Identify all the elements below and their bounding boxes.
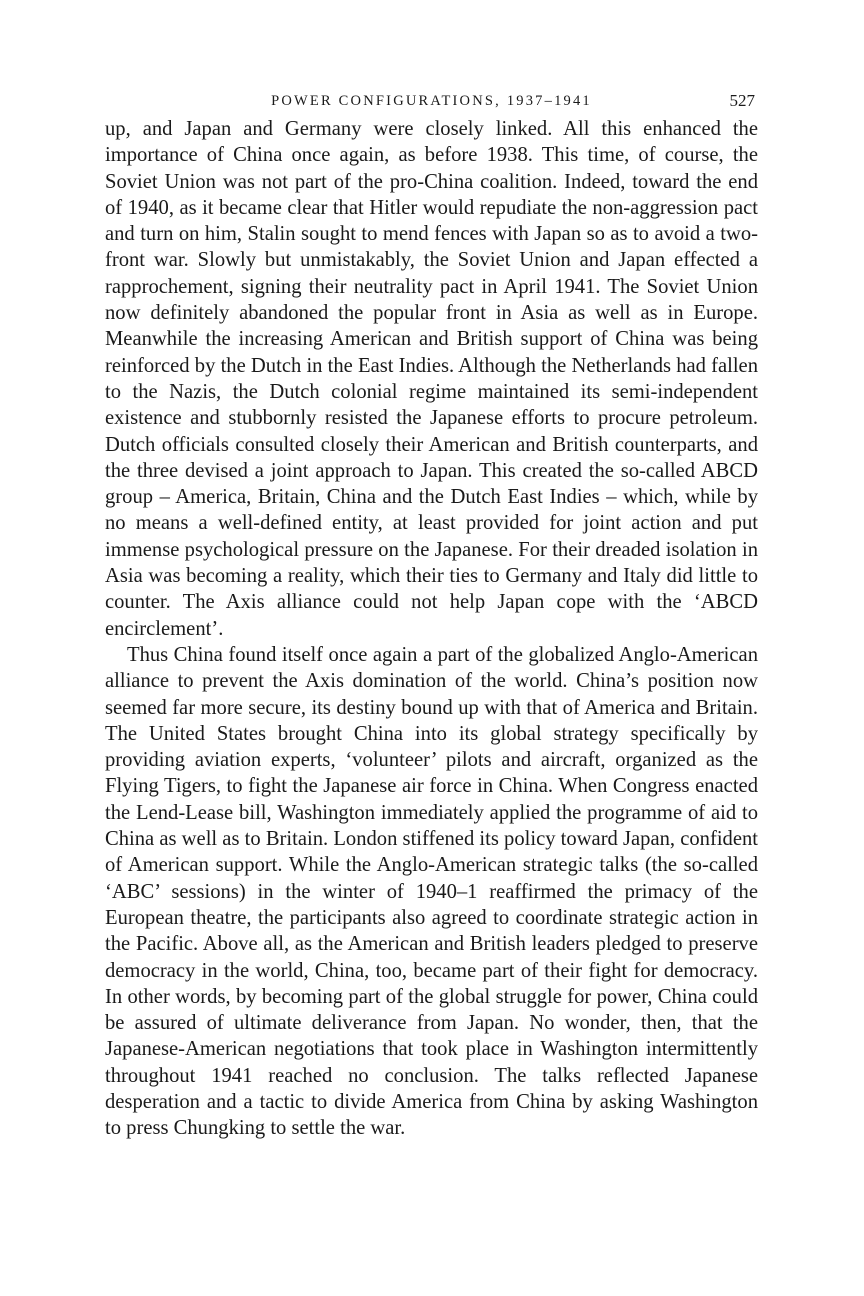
paragraph-china-alliance: Thus China found itself once again a part of the globalized Anglo-American alliance to prevent the Axis domination of the world. China’s position now seemed far more secure, its destiny bound up with that of America and Britain. The United States brought China into its global strategy specifically by providing aviation experts, ‘volunteer’ pilots and aircraft, organized as the Flying Tigers, to fight the Japanese air force in China. When Congress enacted the Lend-Lease bill, Washington immediately applied the programme of aid to China as well as to Britain. London stiffened its policy toward Japan, confident of American support. While the Anglo-American strategic talks (the so-called ‘ABC’ sessions) in the winter of 1940–1 reaffirmed the primacy of the European theatre, the participants also agreed to coordinate strategic action in the Pacific. Above all, as the American and British leaders pledged to preserve democracy in the world, China, too, became part of their fight for democracy. In other words, by becoming part of the global struggle for power, China could be assured of ultimate deliverance from Japan. No wonder, then, that the Japanese-American negotiations that took place in Washington intermittently throughout 1941 reached no conclusion. The talks reflected Japanese desperation and a tactic to divide America from China by asking Washington to press Chungking to settle the war. xyxy=(105,643,758,1140)
book-page xyxy=(105,86,758,1142)
running-title: POWER CONFIGURATIONS, 1937–1941 xyxy=(271,93,592,109)
page-number: 527 xyxy=(729,91,755,110)
body-text xyxy=(105,116,758,1142)
running-head xyxy=(105,86,758,116)
paragraph-continuation: up, and Japan and Germany were closely linked. All this enhanced the importance of China once again, as before 1938. This time, of course, the Soviet Union was not part of the pro-China coalition. Indeed, toward the end of 1940, as it became clear that Hitler would repudiate the non-aggression pact and turn on him, Stalin sought to mend fences with Japan so as to avoid a two-front war. Slowly but unmistakably, the Soviet Union and Japan effected a rapprochement, signing their neutrality pact in April 1941. The Soviet Union now definitely abandoned the popular front in Asia as well as in Europe. Meanwhile the increasing American and British support of China was being reinforced by the Dutch in the East Indies. Although the Netherlands had fallen to the Nazis, the Dutch colonial regime maintained its semi-independent existence and stubbornly resisted the Japanese efforts to procure petroleum. Dutch officials consulted closely their American and British counterparts, and the three devised a joint approach to Japan. This created the so-called ABCD group – America, Britain, China and the Dutch East Indies – which, while by no means a well-defined entity, at least provided for joint action and put immense psychological pressure on the Japanese. For their dreaded isolation in Asia was becoming a reality, which their ties to Germany and Italy did little to counter. The Axis alliance could not help Japan cope with the ‘ABCD encirclement’. xyxy=(105,118,758,640)
